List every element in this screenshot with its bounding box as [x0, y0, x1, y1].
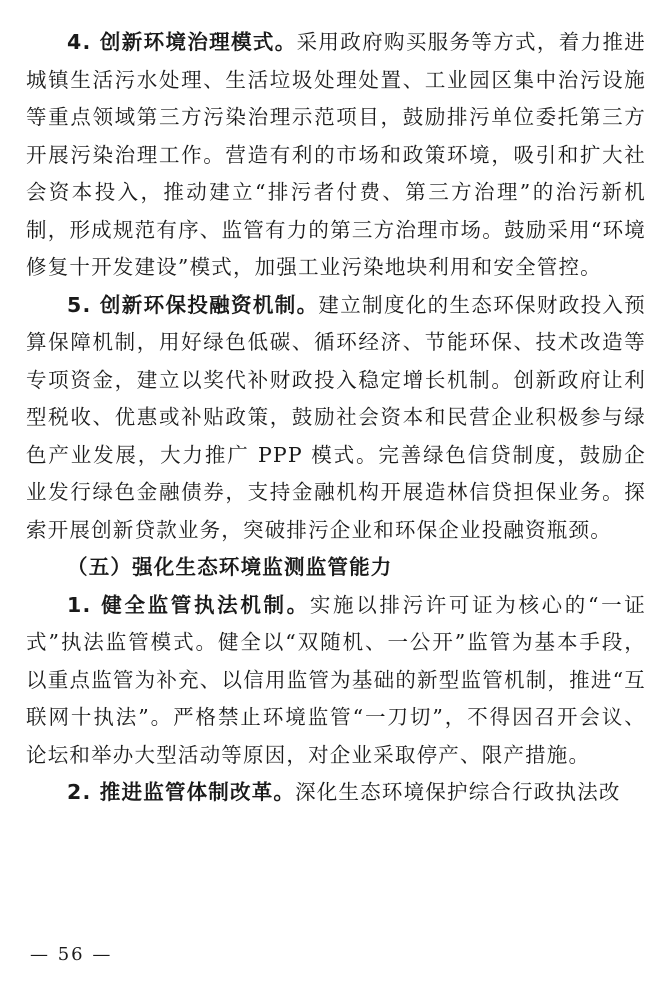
- paragraph-body: 建立制度化的生态环保财政投入预算保障机制，用好绿色低碳、循环经济、节能环保、技术改造等专项资金，建立以奖代补财政投入稳定增长机制。创新政府让利型税收、优惠或补贴政策，鼓励社会资本和民营企业积极参与绿色产业发展，大力推广 PPP 模式。完善绿色信贷制度，鼓励企业发行绿色金融债券，支持金融机构开展造林信贷担保业务。探索开展创新贷款业务，突破排污企业和环保企业投融资瓶颈。: [26, 292, 646, 542]
- paragraph-body: 采用政府购买服务等方式，着力推进城镇生活污水处理、生活垃圾处理处置、工业园区集中治污设施等重点领域第三方污染治理示范项目，鼓励排污单位委托第三方开展污染治理工作。营造有利的市场和政策环境，吸引和扩大社会资本投入，推动建立“排污者付费、第三方治理”的治污新机制，形成规范有序、监管有力的第三方治理市场。鼓励采用“环境修复十开发建设”模式，加强工业污染地块利用和安全管控。: [26, 30, 646, 279]
- section-heading: [26, 549, 646, 587]
- paragraph-investment-financing: [26, 287, 646, 550]
- paragraph-system-reform: [26, 774, 646, 812]
- paragraph-environment-governance: [26, 24, 646, 287]
- paragraph-heading: 1. 健全监管执法机制。: [67, 592, 310, 617]
- document-page: [26, 24, 646, 812]
- paragraph-body: 深化生态环境保护综合行政执法改: [295, 780, 621, 804]
- paragraph-heading: 5. 创新环保投融资机制。: [67, 292, 319, 317]
- paragraph-heading: 2. 推进监管体制改革。: [67, 780, 296, 804]
- section-heading-text: （五）强化生态环境监测监管能力: [67, 555, 393, 579]
- page-number: — 56 —: [30, 944, 113, 965]
- paragraph-body: 实施以排污许可证为核心的“一证式”执法监管模式。健全以“双随机、一公开”监管为基本手段，以重点监管为补充、以信用监管为基础的新型监管机制，推进“互联网十执法”。严格禁止环境监管“一刀切”，不得因召开会议、论坛和举办大型活动等原因，对企业采取停产、限产措施。: [26, 592, 647, 767]
- paragraph-enforcement-mechanism: [26, 587, 646, 775]
- paragraph-heading: 4. 创新环境治理模式。: [67, 30, 297, 54]
